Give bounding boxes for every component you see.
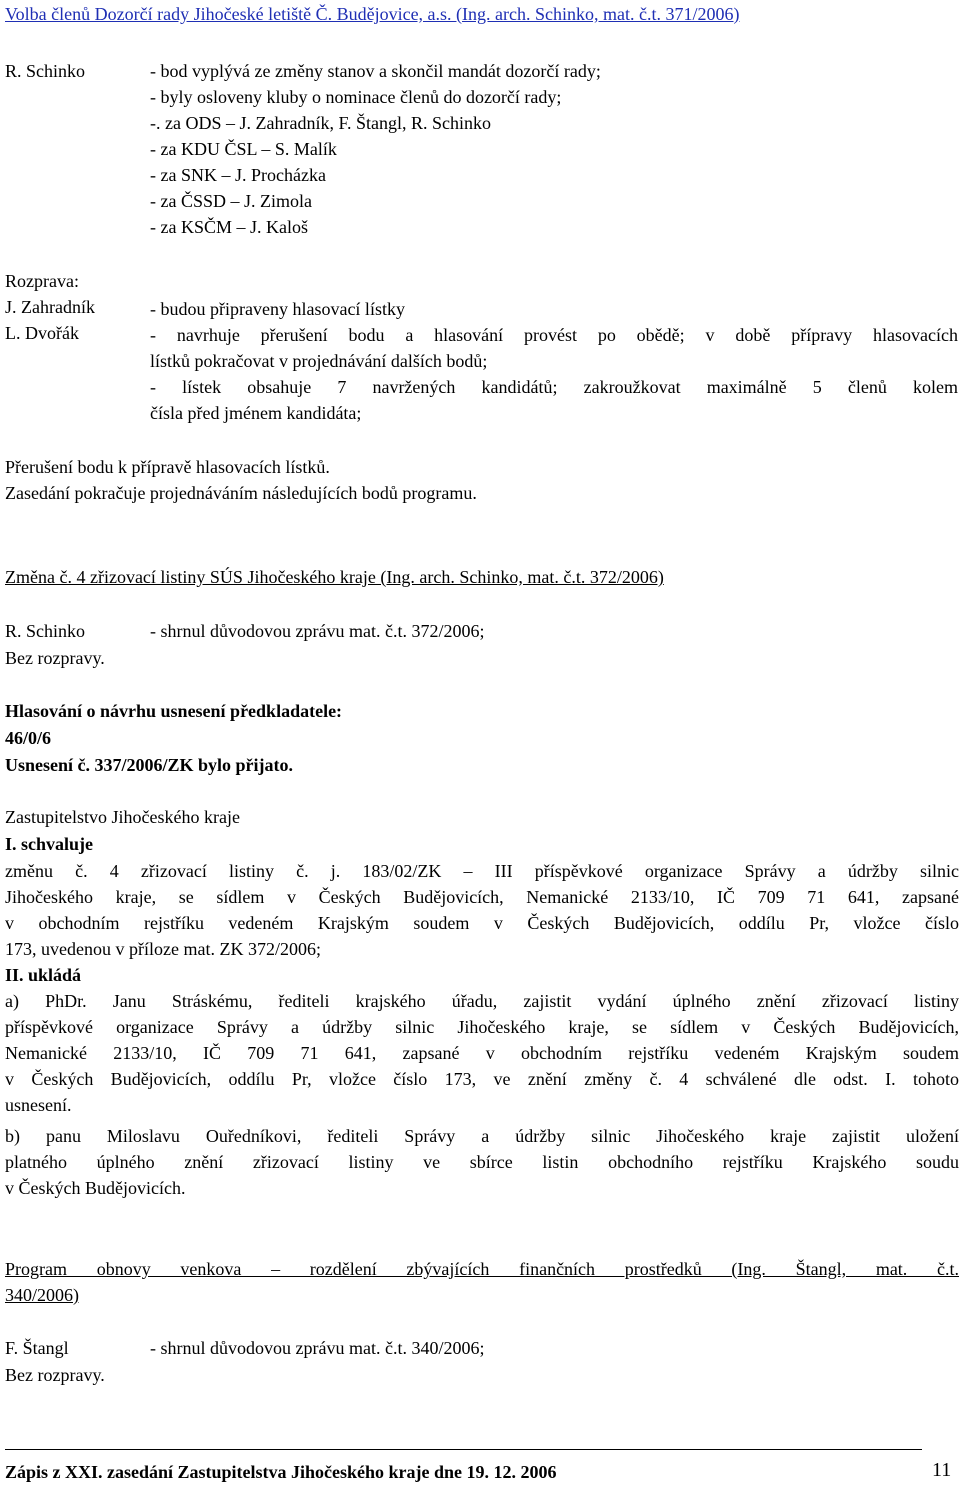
text-line: - navrhuje přerušení bodu a hlasování provést po obědě; v době přípravy hlasovacích: [150, 325, 958, 345]
speaker-label: J. Zahradník: [5, 297, 95, 317]
text-line: Přerušení bodu k přípravě hlasovacích lístků.: [5, 457, 330, 477]
text-line: usnesení.: [5, 1095, 72, 1115]
speaker-label: R. Schinko: [5, 61, 86, 81]
section-title-cont: 340/2006): [5, 1285, 79, 1305]
footer-text: Zápis z XXI. zasedání Zastupitelstva Jihočeského kraje dne 19. 12. 2006: [5, 1462, 557, 1482]
text-line: - shrnul důvodovou zprávu mat. č.t. 340/2006;: [150, 1338, 485, 1358]
section-title: Program obnovy venkova – rozdělení zbývajících finančních prostředků (Ing. Štangl, mat. č.t.: [5, 1259, 959, 1279]
body-name: Zastupitelstvo Jihočeského kraje: [5, 807, 240, 827]
text-line: příspěvkové organizace Správy a údržby silnic Jihočeského kraje, se sídlem v Českých Budějovicích,: [5, 1017, 959, 1037]
no-debate-note: Bez rozpravy.: [5, 648, 105, 668]
text-line: - bod vyplývá ze změny stanov a skončil mandát dozorčí rady;: [150, 61, 601, 81]
speaker-label: R. Schinko: [5, 621, 86, 641]
footer-rule: [5, 1449, 922, 1450]
text-line: Nemanické 2133/10, IČ 709 71 641, zapsané v obchodním rejstříku vedeném Krajským soudem: [5, 1043, 959, 1063]
section-title: Změna č. 4 zřizovací listiny SÚS Jihočeského kraje (Ing. arch. Schinko, mat. č.t. 372/2006): [5, 567, 664, 587]
vote-result: 46/0/6: [5, 728, 52, 748]
page-number: 11: [932, 1459, 952, 1481]
speaker-label: L. Dvořák: [5, 323, 79, 343]
text-line: platného úplného znění zřizovací listiny ve sbírce listin obchodního rejstříku Krajského soudu: [5, 1152, 959, 1172]
text-line: - lístek obsahuje 7 navržených kandidátů; zakroužkovat maximálně 5 členů kolem: [150, 377, 958, 397]
text-line: - shrnul důvodovou zprávu mat. č.t. 372/2006;: [150, 621, 485, 641]
task-heading: II. ukládá: [5, 965, 82, 985]
text-line: Jihočeského kraje, se sídlem v Českých Budějovicích, Nemanické 2133/10, IČ 709 71 641, zapsané: [5, 887, 959, 907]
resolution-note: Usnesení č. 337/2006/ZK bylo přijato.: [5, 755, 294, 775]
text-line: - budou připraveny hlasovací lístky: [150, 299, 405, 319]
text-line: - byly osloveny kluby o nominace členů do dozorčí rady;: [150, 87, 562, 107]
text-line: změnu č. 4 zřizovací listiny č. j. 183/02/ZK – III příspěvkové organizace Správy a údržby silnic: [5, 861, 959, 881]
approve-heading: I. schvaluje: [5, 834, 94, 854]
text-line: Zasedání pokračuje projednáváním následujících bodů programu.: [5, 483, 477, 503]
text-line: b) panu Miloslavu Ouředníkovi, řediteli Správy a údržby silnic Jihočeského kraje zajistit uložení: [5, 1126, 959, 1146]
text-line: čísla před jménem kandidáta;: [150, 403, 362, 423]
text-line: a) PhDr. Janu Stráskému, řediteli krajského úřadu, zajistit vydání úplného znění zřizovací listiny: [5, 991, 959, 1011]
text-line: - za SNK – J. Procházka: [150, 165, 326, 185]
text-line: v Českých Budějovicích.: [5, 1178, 186, 1198]
text-line: v Českých Budějovicích, oddílu Pr, vložce číslo 173, ve znění změny č. 4 schválené dle odst. I. tohoto: [5, 1069, 959, 1089]
text-line: v obchodním rejstříku vedeném Krajským soudem v Českých Budějovicích, oddílu Pr, vložce číslo: [5, 913, 959, 933]
vote-heading: Hlasování o návrhu usnesení předkladatele:: [5, 701, 343, 721]
text-line: - za ČSSD – J. Zimola: [150, 191, 312, 211]
text-line: -. za ODS – J. Zahradník, F. Štangl, R. Schinko: [150, 113, 492, 133]
page-header-title: Volba členů Dozorčí rady Jihočeské letiště Č. Budějovice, a.s. (Ing. arch. Schinko, mat. č.t. 371/2006): [5, 4, 740, 24]
text-line: 173, uvedenou v příloze mat. ZK 372/2006;: [5, 939, 321, 959]
text-line: lístků pokračovat v projednávání dalších bodů;: [150, 351, 488, 371]
speaker-label: F. Štangl: [5, 1338, 69, 1358]
text-line: - za KDU ČSL – S. Malík: [150, 139, 337, 159]
debate-label: Rozprava:: [5, 271, 79, 291]
no-debate-note: Bez rozpravy.: [5, 1365, 105, 1385]
text-line: - za KSČM – J. Kaloš: [150, 217, 308, 237]
